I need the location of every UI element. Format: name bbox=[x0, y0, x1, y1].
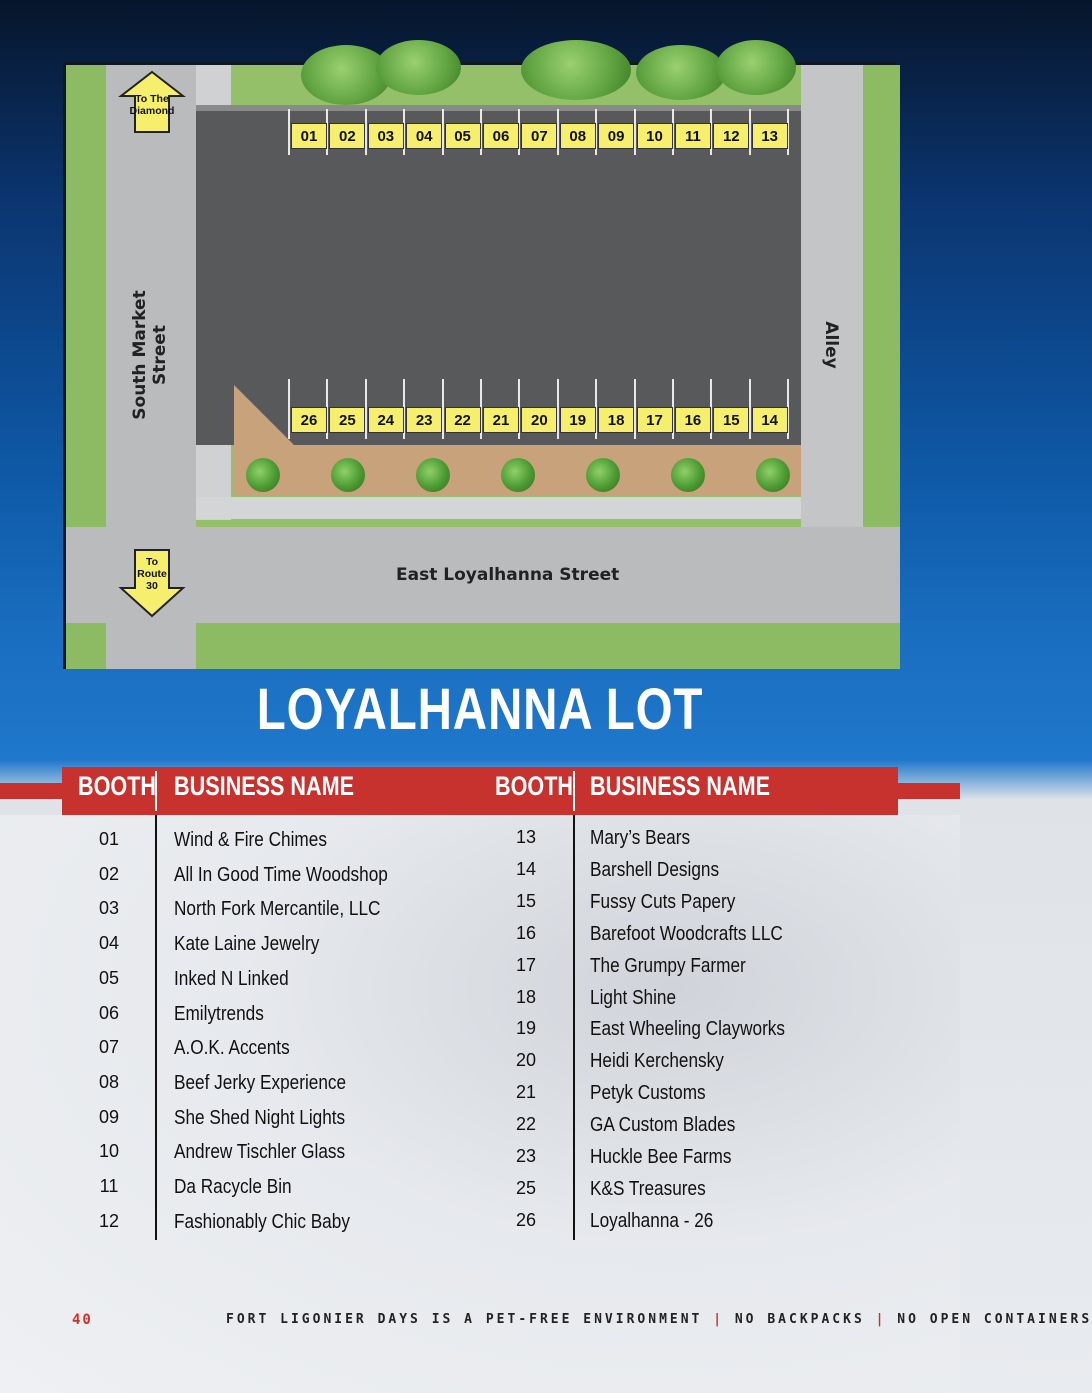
street-label-south: East Loyalhanna Street bbox=[396, 565, 620, 585]
booth-slot-18: 18 bbox=[598, 407, 634, 433]
booth-number: 09 bbox=[98, 1106, 120, 1127]
booth-slot-02: 02 bbox=[329, 123, 365, 149]
booth-slot-07: 07 bbox=[521, 123, 557, 149]
background-photo bbox=[0, 815, 960, 1393]
business-name: Fussy Cuts Papery bbox=[590, 890, 736, 913]
booth-slot-08: 08 bbox=[560, 123, 596, 149]
booth-number: 05 bbox=[98, 967, 120, 988]
footer-notice-containers: NO OPEN CONTAINERS bbox=[897, 1312, 1092, 1327]
header-business-left: BUSINESS NAME bbox=[174, 771, 355, 801]
booth-slot-05: 05 bbox=[445, 123, 481, 149]
business-name: Loyalhanna - 26 bbox=[590, 1209, 714, 1232]
column-divider bbox=[573, 815, 575, 1240]
bottom-booth-row bbox=[291, 407, 790, 433]
booth-number: 08 bbox=[98, 1071, 120, 1092]
booth-number: 15 bbox=[515, 890, 537, 911]
header-booth-left: BOOTH bbox=[78, 771, 156, 801]
booth-slot-12: 12 bbox=[713, 123, 749, 149]
booth-slot-13: 13 bbox=[752, 123, 788, 149]
business-name: East Wheeling Clayworks bbox=[590, 1018, 786, 1041]
south-sidewalk bbox=[196, 497, 801, 519]
booth-number: 01 bbox=[98, 829, 120, 849]
booth-slot-04: 04 bbox=[406, 123, 442, 149]
business-name: The Grumpy Farmer bbox=[590, 954, 746, 977]
business-name: Barefoot Woodcrafts LLC bbox=[590, 922, 783, 945]
street-label-west: South Market Street bbox=[130, 290, 170, 420]
booth-number: 06 bbox=[98, 1002, 120, 1023]
booth-slot-16: 16 bbox=[675, 407, 711, 433]
header-booth-right: BOOTH bbox=[495, 771, 573, 801]
business-name: Beef Jerky Experience bbox=[174, 1071, 347, 1094]
arrow-north-line: Diamond bbox=[129, 105, 175, 117]
booth-number: 12 bbox=[98, 1210, 120, 1231]
booth-number: 23 bbox=[515, 1146, 537, 1166]
booth-slot-26: 26 bbox=[291, 407, 327, 433]
tree-icon bbox=[671, 458, 705, 492]
booth-number: 13 bbox=[515, 827, 537, 847]
arrow-south-label bbox=[119, 556, 185, 592]
booth-number: 04 bbox=[98, 933, 120, 954]
booth-slot-23: 23 bbox=[406, 407, 442, 433]
footer-notice bbox=[226, 1312, 1092, 1327]
arrow-north-line: To The bbox=[135, 93, 169, 105]
business-name: Emilytrends bbox=[174, 1002, 264, 1025]
booth-slot-10: 10 bbox=[637, 123, 673, 149]
business-name: Mary’s Bears bbox=[590, 827, 691, 849]
west-grass bbox=[66, 65, 106, 527]
alley bbox=[801, 65, 863, 527]
booth-slot-14: 14 bbox=[752, 407, 788, 433]
booth-slot-21: 21 bbox=[483, 407, 519, 433]
business-name: Fashionably Chic Baby bbox=[174, 1210, 350, 1233]
stall-line bbox=[288, 379, 290, 439]
booth-slot-09: 09 bbox=[598, 123, 634, 149]
tree-canopy bbox=[716, 40, 796, 95]
business-name: She Shed Night Lights bbox=[174, 1106, 346, 1129]
booth-slot-17: 17 bbox=[637, 407, 673, 433]
top-booth-row bbox=[291, 123, 790, 149]
booth-number: 22 bbox=[515, 1114, 537, 1135]
arrow-south-line: Route bbox=[137, 568, 167, 580]
tree-icon bbox=[501, 458, 535, 492]
business-name: North Fork Mercantile, LLC bbox=[174, 898, 381, 921]
booth-slot-24: 24 bbox=[368, 407, 404, 433]
booth-slot-25: 25 bbox=[329, 407, 365, 433]
business-name: Da Racycle Bin bbox=[174, 1176, 292, 1198]
booth-number: 16 bbox=[515, 922, 537, 943]
booth-number: 07 bbox=[98, 1037, 120, 1058]
booth-number: 02 bbox=[98, 863, 120, 884]
booth-number: 20 bbox=[515, 1050, 537, 1071]
page-number: 40 bbox=[72, 1312, 93, 1328]
tree-icon bbox=[246, 458, 280, 492]
booth-slot-15: 15 bbox=[713, 407, 749, 433]
business-name: Heidi Kerchensky bbox=[590, 1050, 724, 1073]
business-name: Kate Laine Jewelry bbox=[174, 933, 320, 956]
page-title: LOYALHANNA LOT bbox=[256, 677, 704, 742]
booth-number: 17 bbox=[515, 954, 537, 975]
booth-slot-22: 22 bbox=[445, 407, 481, 433]
arrow-south-line: 30 bbox=[146, 580, 158, 592]
business-name: K&S Treasures bbox=[590, 1177, 706, 1200]
lot-map bbox=[63, 62, 897, 669]
booth-slot-01: 01 bbox=[291, 123, 327, 149]
booth-number: 11 bbox=[99, 1176, 119, 1196]
tree-icon bbox=[331, 458, 365, 492]
south-market-street-south bbox=[106, 623, 196, 669]
header-divider bbox=[573, 771, 575, 811]
booth-number: 03 bbox=[98, 898, 120, 919]
booth-number: 26 bbox=[515, 1209, 537, 1230]
business-name: Inked N Linked bbox=[174, 967, 289, 990]
stall-line bbox=[288, 109, 290, 155]
business-name: Barshell Designs bbox=[590, 858, 720, 881]
booth-number: 21 bbox=[515, 1082, 537, 1103]
arrow-north-label bbox=[119, 93, 185, 117]
booth-slot-19: 19 bbox=[560, 407, 596, 433]
footer-notice-backpacks: NO BACKPACKS bbox=[734, 1312, 865, 1327]
tree-icon bbox=[756, 458, 790, 492]
business-name: Wind & Fire Chimes bbox=[174, 829, 327, 851]
booth-slot-03: 03 bbox=[368, 123, 404, 149]
booth-slot-06: 06 bbox=[483, 123, 519, 149]
business-name: Huckle Bee Farms bbox=[590, 1146, 732, 1168]
tree-canopy bbox=[521, 40, 631, 100]
header-business-right: BUSINESS NAME bbox=[590, 771, 771, 801]
footer-separator: | bbox=[713, 1312, 725, 1327]
arrow-south-line: To bbox=[145, 556, 159, 568]
booth-number: 19 bbox=[515, 1018, 537, 1039]
business-name: Andrew Tischler Glass bbox=[174, 1141, 346, 1164]
column-divider bbox=[155, 815, 157, 1240]
booth-number: 10 bbox=[98, 1141, 120, 1162]
east-grass bbox=[863, 65, 900, 527]
footer-separator: | bbox=[875, 1312, 887, 1327]
tree-icon bbox=[416, 458, 450, 492]
booth-number: 25 bbox=[515, 1177, 537, 1198]
tree-canopy bbox=[636, 45, 726, 100]
business-name: A.O.K. Accents bbox=[174, 1037, 290, 1060]
business-name: Light Shine bbox=[590, 986, 677, 1009]
booth-number: 14 bbox=[515, 858, 537, 879]
booth-number: 18 bbox=[515, 986, 537, 1007]
booth-slot-20: 20 bbox=[521, 407, 557, 433]
tree-canopy bbox=[376, 40, 461, 95]
footer-notice-pets: FORT LIGONIER DAYS IS A PET-FREE ENVIRONMENT bbox=[226, 1312, 703, 1327]
tree-icon bbox=[586, 458, 620, 492]
booth-slot-11: 11 bbox=[675, 123, 711, 149]
business-name: All In Good Time Woodshop bbox=[174, 863, 388, 886]
business-name: GA Custom Blades bbox=[590, 1114, 736, 1137]
street-label-east: Alley bbox=[821, 321, 841, 369]
business-name: Petyk Customs bbox=[590, 1082, 706, 1105]
